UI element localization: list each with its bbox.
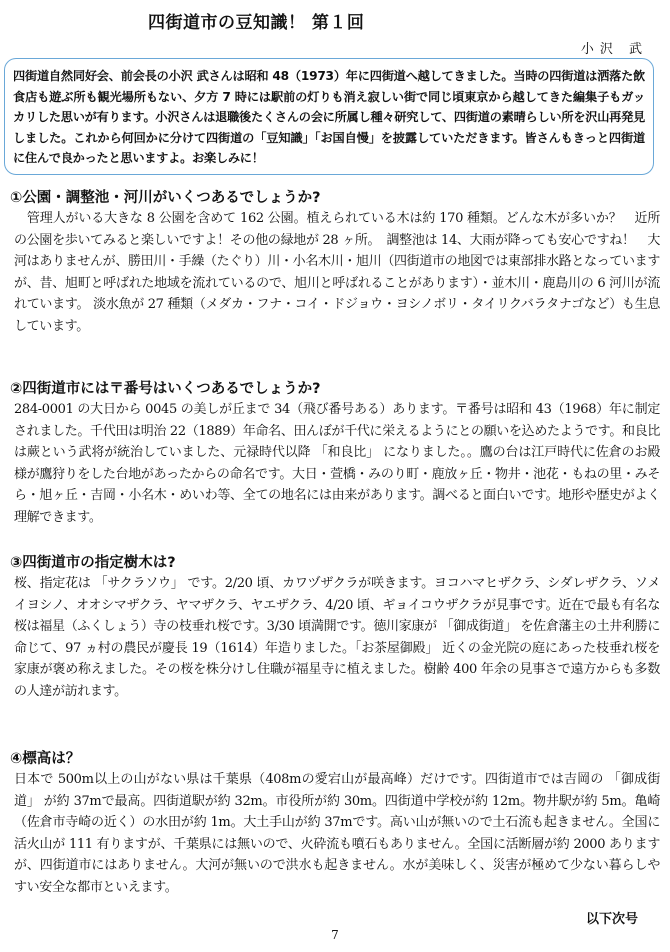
page-title: 四街道市の豆知識！ 第１回 (148, 13, 365, 33)
section-3-heading: ③四街道市の指定樹木は? (10, 555, 176, 571)
section-2-heading: ②四街道市には〒番号はいくつあるでしょうか? (10, 381, 321, 397)
intro-box (4, 58, 654, 175)
section-2-body: 284-0001 の大日から 0045 の美しが丘まで 34（飛び番号ある）あります。〒番号は昭和 43（1968）年に制定されました。千代田は明治 22（1889）年命名、田んぼが千代に栄えるようにとの願いを込めたようです。和良比は蕨という武将が統治していました、元禄時代以降 「和良比」 になりました。。鷹の台は江戸時代に佐倉のお殿様が鷹狩りをした台地があったからの命名です。大日・萱橋・みのり町・鹿放ヶ丘・物井・池花・もねの里・みそら・旭ヶ丘・吉岡・小名木・めいわ等、全ての地名には由来があります。調べると面白いです。地形や歴史がよく理解できます。 (14, 402, 660, 525)
section-1-heading: ①公園・調整池・河川がいくつあるでしょうか? (10, 190, 321, 206)
intro-text: 四街道自然同好会、前会長の小沢 武さんは昭和 48（1973）年に四街道へ越してきました。当時の四街道は洒落た飲食店も遊ぶ所も観光場所もない、夕方 7 時には駅前の灯りも消え寂しい街で同じ頃東京から越してきた編集子もガッカリした思いが有ります。小沢さんは退職後たくさんの会に所属し種々研究して、四街道の素晴らしい所を沢山再発見しました。これから何回かに分けて四街道の「豆知識」「お国自慢」を披露していただきます。皆さんもきっと四街道に住んで良かったと思いますよ。お楽しみに！ (13, 69, 645, 165)
page-number: 7 (331, 928, 339, 942)
author-name: 小沢 武 (580, 42, 648, 57)
section-1-body: 管理人がいる大きな 8 公園を含めて 162 公園。植えられている木は約 170 種類。どんな木が多いか？ 近所の公園を歩いてみると楽しいですよ！その他の緑地が 28 ヶ所。 調整池は 14、大雨が降っても安心ですね！ 大河はありませんが、勝田川・手繰（たぐり）川・小名木川・旭川（四街道市の地図では東部排水路となっていますが、昔、旭町と呼ばれた地域を流れているので、旭川と呼ばれることがあります）・並木川・鹿島川の 6 河川が流れています。 淡水魚が 27 種類（メダカ・フナ・コイ・ドジョウ・ヨシノボリ・タイリクバラタナゴなど）も生息しています。 (14, 211, 660, 334)
next-issue-note: 以下次号 (585, 912, 638, 927)
section-4-heading: ④標高は？ (10, 751, 81, 767)
section-3-body: 桜、指定花は 「サクラソウ」 です。2/20 頃、カワヅザクラが咲きます。ヨコハマヒザクラ、シダレザクラ、ソメイヨシノ、オオシマザクラ、ヤマザクラ、ヤエザクラ、4/20 頃、ギョイコウザクラが見事です。近在で最も有名な桜は福星（ふくしょう）寺の枝垂れ桜です。3/30 頃満開です。徳川家康が 「御成街道」 を佐倉藩主の土井利勝に命じて、97 ヵ村の農民が慶長 19（1614）年造りました。「お茶屋御殿」 近くの金光院の庭にあった枝垂れ桜を家康が褒め称えました。その桜を株分けし住職が福星寺に植えました。樹齢 400 年余の見事さで遠方からも多数の人達が訪れます。 (14, 576, 660, 699)
section-4-body: 日本で 500m以上の山がない県は千葉県（408mの愛宕山が最高峰）だけです。四街道市では吉岡の 「御成街道」 が約 37mで最高。四街道駅が約 32m。市役所が約 30m。四街道中学校が約 12m。物井駅が約 5m。亀崎（佐倉市寺崎の近く）の水田が約 1m。大土手山が約 37mです。高い山が無いので土石流も起きません。全国に活火山が 111 有りますが、千葉県には無いので、火砕流も噴石もありません。全国に活断層が約 2000 ありますが、四街道市にはありません。大河が無いので洪水も起きません。水が美味しく、災害が極めて少ない暮らしやすい安全な都市といえます。 (14, 772, 660, 895)
